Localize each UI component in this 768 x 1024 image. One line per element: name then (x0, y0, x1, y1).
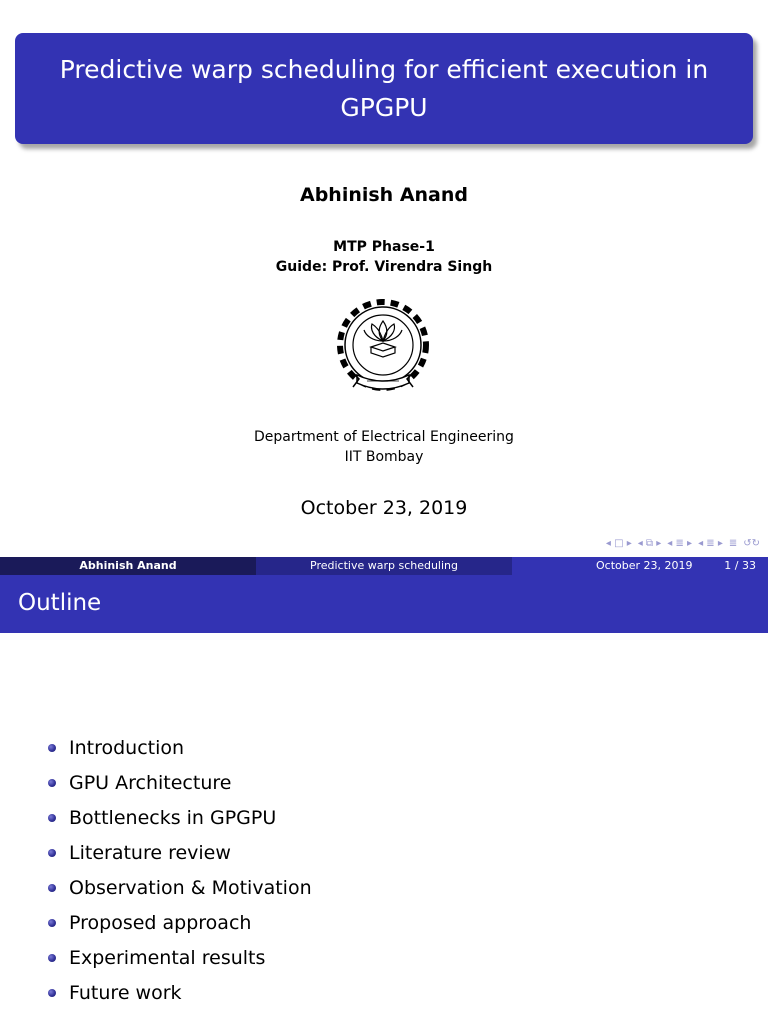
footer-date: October 23, 2019 (596, 559, 693, 572)
list-item: Literature review (48, 835, 312, 870)
footer-author: Abhinish Anand (0, 557, 256, 575)
institute-block (0, 427, 768, 467)
bullet-icon (48, 989, 56, 997)
footer-page-number: 1 / 33 (724, 559, 756, 572)
outline-list (48, 730, 312, 1010)
bullet-icon (48, 954, 56, 962)
list-item: Observation & Motivation (48, 870, 312, 905)
nav-frame-left-icon[interactable]: ◂ □ ▸ (605, 538, 632, 549)
nav-section-icon[interactable]: ◂ ≣ ▸ (667, 538, 693, 549)
bullet-icon (48, 884, 56, 892)
department-label: Department of Electrical Engineering (254, 429, 514, 445)
author-name: Abhinish Anand (299, 184, 468, 206)
bullet-icon (48, 779, 56, 787)
footer-title: Predictive warp scheduling (256, 557, 512, 575)
slide-footer (0, 557, 768, 575)
frame-title-bar (0, 575, 768, 633)
list-item: Proposed approach (48, 905, 312, 940)
bullet-icon (48, 849, 56, 857)
beamer-navigation-symbols[interactable] (606, 538, 760, 549)
title-box (15, 33, 753, 144)
nav-doc-icon[interactable]: ◂ ≣ ▸ (698, 538, 723, 549)
list-item: Experimental results (48, 940, 312, 975)
list-item: Introduction (48, 730, 312, 765)
presentation-title: Predictive warp scheduling for efficient execution in GPGPU (59, 54, 709, 122)
footer-right (512, 557, 768, 575)
nav-search-icon[interactable]: ↺↻ (743, 538, 760, 549)
phase-label: MTP Phase-1 (333, 239, 435, 255)
frame-title: Outline (18, 590, 102, 616)
bullet-icon (48, 744, 56, 752)
bullet-icon (48, 814, 56, 822)
guide-label: Guide: Prof. Virendra Singh (275, 259, 493, 275)
bullet-icon (48, 919, 56, 927)
list-item: Bottlenecks in GPGPU (48, 800, 312, 835)
subtitle-block (0, 237, 768, 277)
presentation-date: October 23, 2019 (300, 497, 468, 519)
outline-slide (0, 575, 768, 1024)
nav-appendix-icon[interactable]: ≣ (728, 538, 738, 549)
list-item: Future work (48, 975, 312, 1010)
list-item: GPU Architecture (48, 765, 312, 800)
iit-bombay-logo-icon (329, 295, 437, 403)
institute-label: IIT Bombay (344, 449, 424, 465)
nav-subsection-icon[interactable]: ◂ ⧉ ▸ (637, 538, 662, 549)
